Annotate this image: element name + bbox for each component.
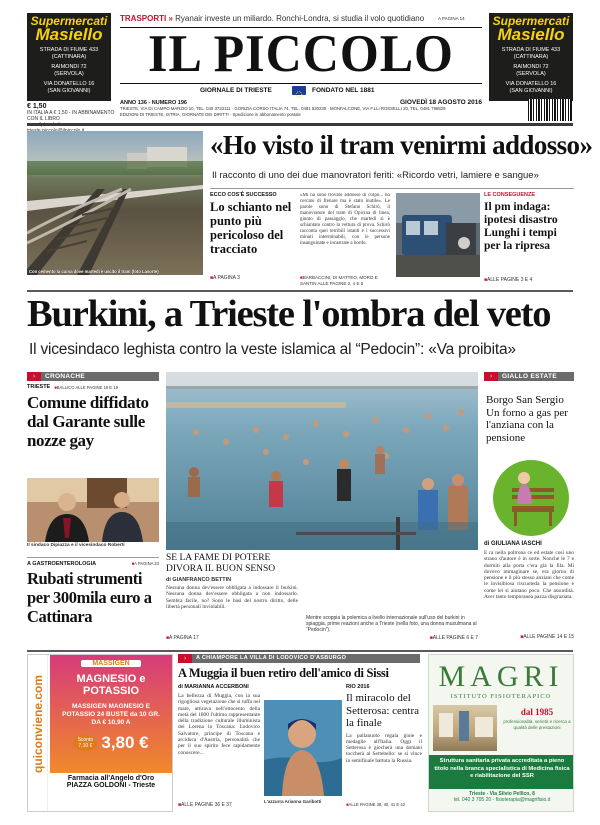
ad-address: (SAN GIOVANNI) [47, 88, 91, 94]
ad-promo: MASSIGEN MAGNESIO E POTASSIO 24 BUSTE da 10 GR. DA € 10,90 A [62, 703, 160, 726]
borgo-ref: ■ ALLE PAGINE 14 E 15 [520, 634, 574, 640]
section-label: GIALLO ESTATE [498, 372, 574, 381]
ad-price: 3,80 € [101, 733, 149, 752]
borgo-text: E ra nella poltrona ce ed estate così uno strano d'autore è in sorte. Nonché le 7 e dormiti alla porta c'era già la fila. Mi dovevo immaginare se, era giorno di pensione e il più stesso anziani che come le invisibiosa riscuoteda la pensione e come lei si aiutano poco. Che assurdità. Aver tanto temporanea pazza disgraziata. [484, 550, 574, 601]
gastro-label: A GASTROENTEROLOGIA [27, 561, 97, 567]
ad-side-text: quiconviene.com [31, 674, 45, 774]
eu-flag-icon [292, 86, 306, 95]
lead-consequences[interactable] [484, 192, 574, 282]
arrow-right-icon: › [178, 654, 192, 663]
ad-address: (CATTINARA) [513, 54, 549, 60]
ad-brand-line2: Masiello [35, 25, 103, 44]
bench-illustration [490, 458, 572, 538]
left-col-divider [27, 557, 159, 558]
gastro-ref: ■ A PAGINA 23 [132, 561, 159, 567]
magri-blurb: professionalità, serietà e ricerca a qualità delle prestazioni [503, 719, 571, 730]
pedocin-beach-photo[interactable] [166, 372, 478, 550]
founded-label: FONDATO NEL 1881 [312, 87, 375, 94]
muggia-section-bar [178, 654, 420, 663]
subtitle-rule [120, 83, 482, 84]
header-meta-center [120, 99, 482, 117]
magri-band: Struttura sanitaria privata accreditata a pieno titolo nella branca specialistica di Medicina fisica e riabilitazione del SSR [429, 755, 574, 789]
cronache-section-bar [27, 372, 159, 381]
main-headline[interactable]: Burkini, a Trieste l'ombra del veto [27, 293, 551, 335]
rio-ref: ■ ALLE PAGINE 38, 40, 41 E 42 [346, 802, 405, 807]
consequences-ref: ■ ALLE PAGINE 3 E 4 [484, 277, 532, 283]
ad-address: RAIMONDI 72 [513, 64, 549, 70]
top-teaser-text: Ryanair investe un miliardo. Ronchi-Londra, si studia il volo quotidiano [175, 14, 425, 23]
header-bottom-rule [27, 123, 573, 126]
rio-label: RIO 2016 [346, 684, 370, 690]
side-story-headline: Lo schianto nel punto più pericoloso del tracciato [210, 200, 292, 256]
waterpolo-caption: L'azzurra Arianna Garibotti [264, 799, 322, 804]
ad-side-strip [28, 655, 48, 812]
top-teaser-ref: A PAGINA 14 [438, 16, 465, 21]
magri-ad[interactable] [428, 654, 574, 812]
editorial-ref: ■ A PAGINA 17 [166, 635, 199, 641]
muggia-story[interactable] [178, 684, 260, 810]
muggia-byline: di MARIANNA ACCERBONI [178, 684, 249, 690]
ad-brand: MASSIGEN [81, 660, 141, 667]
price: € 1,50 [27, 103, 47, 110]
magri-interior-photo [433, 705, 497, 751]
tram-tracks-photo[interactable] [27, 131, 203, 275]
beach-photo-caption-block [306, 615, 478, 645]
lead-divider [210, 188, 574, 189]
borgo-byline: di GIULIANA IASCHI [484, 541, 542, 547]
mayor-photo[interactable] [27, 478, 159, 542]
magri-address: Trieste - Via Silvio Pellico, 8 [469, 791, 535, 797]
setterosa-story[interactable] [346, 684, 422, 810]
beach-photo-ref: ■ ALLE PAGINE 6 E 7 [430, 635, 478, 641]
ad-footer-line1: Farmacia all'Angelo d'Oro [67, 775, 155, 782]
masiello-ad-left[interactable] [27, 13, 111, 101]
section-label: A CHIAMPORE LA VILLA DI LODOVICO D'ASBURGO [192, 654, 420, 663]
ad-sconto-badge: Sconto 7,10 € [73, 735, 97, 751]
barcode [528, 99, 572, 121]
header-meta-left [27, 103, 119, 134]
cattinara-story[interactable] [27, 561, 159, 641]
ad-address: (SAN GIOVANNI) [509, 88, 553, 94]
magri-phone[interactable]: tel. 040 3 705 20 - fisioterapia@magrifisio.it [453, 797, 551, 803]
main-subheadline: Il vicesindaco leghista contro la veste islamica al “Pedocin”: «Va proibita» [29, 341, 516, 358]
ad-footer [50, 775, 172, 789]
lead-side-story[interactable] [210, 192, 294, 282]
ad-address: (SERVOLA) [516, 71, 546, 77]
cattinara-headline: Rubati strumenti per 300mila euro a Cattinara [27, 569, 152, 626]
giallo-section-bar [484, 372, 574, 381]
city-ref: ■ BALLICO ALLE PAGINE 18 E 19 [54, 385, 118, 390]
lead-subheadline: Il racconto di uno dei due manovratori feriti: «Ricordo vetri, lamiere e sangue» [212, 170, 539, 181]
editorial-text: Nessuna donna dev'essere obbligata a indossare il burkini. Nessuna donna dev'essere obbligata a non indossarlo. Sembra facile, no? Sono le basi del nostro diritto, delle libertà personali inviolabili. [166, 585, 298, 610]
muggia-text: La bellezza di Muggia, con la sua rigogliosa vegetazione che si tuffa nel mare, attirava nell'ottocento della metà del 1800 l'ultimo rappresentante della tradizione culturale illuminista dei Lorena in Toscana: Lodovico Salvatore, principe di Toscana e arciduca d'Austria, personalità che per il suo spirito fece rapidamente conoscere... [178, 693, 260, 756]
editorial-byline: di GIANFRANCO BETTIN [166, 577, 232, 583]
tram-crash-photo[interactable] [396, 193, 480, 277]
ad-address: STRADA DI FIUME 433 [39, 47, 99, 53]
arrow-right-icon: › [27, 372, 41, 381]
rio-headline: Il miracolo del Setterosa: centra la finale [346, 692, 419, 729]
tram-photo-caption: Con cemento la curva dove martedì è uscito il tram (foto Lasorte) [29, 269, 159, 274]
lead-quote-text: «Mi ha sono trovato addosso di colpo... ho cercato di frenare ma è stato inutile». Le parole sono di Stefano Schirò, il manovratore del tram di Opicina di linea, giunto di passaggio, che martedì si è schiantato contro la vettura di prova. Schirò racconta quei terribili istanti e i successivi minuti interminabili, con le persone insanguinate e incastrate a bordo. [300, 193, 390, 246]
top-teaser[interactable]: TRASPORTI » Ryanair investe un miliardo. Ronchi-Londra, si studia il volo quotidiano [120, 14, 425, 23]
editorial-headline: SE LA FAME DI POTERE DIVORA IL BUON SENSO [166, 553, 276, 574]
lead-byline: ■ BARBACCINI, DI MATTEO, MORO E SANTIN ALLE PAGINE 2, 4 E 5 [300, 275, 392, 286]
ad-address: (CATTINARA) [51, 54, 87, 60]
ad-product: MAGNESIO e POTASSIO [76, 673, 146, 697]
magri-logo-text: MAGRI [438, 660, 564, 693]
arrow-right-icon: › [484, 372, 498, 381]
ad-address: (SERVOLA) [54, 71, 84, 77]
waterpolo-photo[interactable] [264, 700, 342, 796]
ad-address: VIA DONATELLO 16 [43, 81, 95, 87]
year-number: ANNO 136 - NUMERO 196 [120, 99, 187, 106]
ad-brand-line1: Supermercati [30, 14, 108, 28]
borgo-story[interactable] [484, 541, 574, 645]
nozze-headline: Comune diffidato dal Garante sulle nozze gay [27, 393, 149, 450]
ad-brand-line1: Supermercati [492, 14, 570, 28]
magri-since: dal 1985 [520, 707, 554, 717]
massigen-ad[interactable] [27, 654, 173, 812]
mid-bottom-rule [27, 650, 573, 652]
ad-address: VIA DONATELLO 16 [505, 81, 557, 87]
muggia-headline[interactable]: A Muggia il buen retiro dell'amico di Sissi [178, 666, 389, 680]
side-story-ref: ■ A PAGINA 3 [210, 275, 240, 281]
masthead-title: IL PICCOLO [148, 23, 454, 83]
ad-banner [50, 655, 172, 773]
magri-since-block [503, 707, 571, 731]
nozze-gay-story[interactable] [27, 384, 159, 474]
mayor-photo-caption: Il sindaco Dipiazza e il vicesindaco Roberti [27, 543, 125, 548]
editorial[interactable] [166, 553, 298, 645]
ad-footer-line2: PIAZZA GOLDONI - Trieste [66, 782, 156, 789]
masiello-ad-right[interactable] [489, 13, 573, 101]
ad-address: STRADA DI FIUME 433 [501, 47, 561, 53]
lead-headline[interactable]: «Ho visto il tram venirmi addosso» [210, 130, 593, 160]
ad-brand-line2: Masiello [497, 25, 565, 44]
price-note: IN ITALIA A € 1,50 - IN ABBINAMENTO CON IL LIBRO [27, 110, 115, 122]
issue-date: GIOVEDÌ 18 AGOSTO 2016 [399, 99, 482, 106]
magri-subtitle: ISTITUTO FISIOTERAPICO [450, 693, 552, 700]
consequences-label: LE CONSEGUENZE [484, 192, 536, 198]
muggia-ref: ■ ALLE PAGINE 36 E 37 [178, 802, 232, 808]
beach-photo-caption: Mentre scoppia la polemica a livello internazionale sull'uso del burkini in spiaggia, prime reazioni anche a Trieste (nella foto, una donna musulmana al “Pedocin”). [306, 615, 477, 633]
side-story-label: ECCO COS'È SUCCESSO [210, 192, 277, 198]
borgo-headline[interactable]: Borgo San Sergio Un forno a gas per l'anziana con la pensione [486, 394, 568, 444]
edition-line: EDIZIONI DI TRIESTE, ISTRIA, GIORNATE DEI DIRITTI · Spedizione in abbonamento postale [120, 111, 301, 117]
ad-address: RAIMONDI 72 [51, 64, 87, 70]
rio-text: La pallanuoto regala gioie e medaglie all'Italia. Oggi il Setterosa è giocherà una domani toccherà al Settebello: se si vince in semifinale battuta la Russia. [346, 732, 422, 764]
consequences-headline: Il pm indaga: ipotesi disastro Lunghi i tempi per la ripresa [484, 201, 558, 252]
top-teaser-category: TRASPORTI [120, 14, 167, 23]
magri-contacts [429, 791, 574, 803]
section-label: CRONACHE [41, 372, 159, 381]
masthead-subtitle: GIORNALE DI TRIESTE [200, 87, 272, 94]
city-label: TRIESTE [27, 384, 51, 390]
office-line: TRIESTE, VIA DI CAMPO MARZIO 10, TEL. 040 3733111 · GORIZIA CORSO ITALIA 74, TEL. 0481 530230 · MONFALCONE, VIA F.LLI ROSSELLI 20, TEL. 0481 798829 [120, 106, 446, 111]
